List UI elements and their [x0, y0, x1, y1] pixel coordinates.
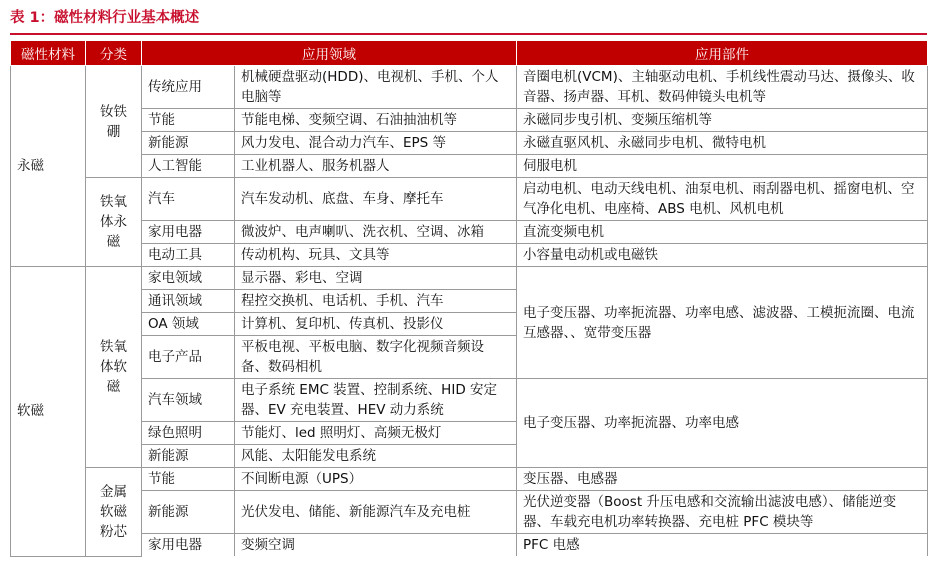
application-field: 显示器、彩电、空调: [235, 267, 517, 290]
application-field: 节能灯、led 照明灯、高频无极灯: [235, 422, 517, 445]
application-parts: 变压器、电感器: [517, 468, 928, 491]
sub-field: 家用电器: [142, 534, 235, 557]
sub-field: 人工智能: [142, 155, 235, 178]
sub-field: 新能源: [142, 491, 235, 534]
application-field: 微波炉、电声喇叭、洗衣机、空调、冰箱: [235, 221, 517, 244]
application-field: 节能电梯、变频空调、石油抽油机等: [235, 109, 517, 132]
sub-field: 绿色照明: [142, 422, 235, 445]
application-parts: 伺服电机: [517, 155, 928, 178]
category-ferrite-soft: 铁氧 体软 磁: [86, 267, 142, 468]
material-soft: 软磁: [11, 267, 86, 557]
caption-divider: [10, 33, 927, 35]
sub-field: 新能源: [142, 445, 235, 468]
application-parts: 音圈电机(VCM)、主轴驱动电机、手机线性震动马达、摄像头、收音器、扬声器、耳机、数码伸镜头电机等: [517, 66, 928, 109]
table-row: [11, 491, 928, 534]
sub-field: 新能源: [142, 132, 235, 155]
sub-field: 汽车领域: [142, 379, 235, 422]
application-field: 风力发电、混合动力汽车、EPS 等: [235, 132, 517, 155]
table-caption: 表 1：磁性材料行业基本概述: [10, 10, 200, 26]
sub-field: 电子产品: [142, 336, 235, 379]
table-row: [11, 155, 928, 178]
table-row: [11, 109, 928, 132]
header-row: [11, 41, 928, 66]
sub-field: OA 领域: [142, 313, 235, 336]
application-parts-group: 电子变压器、功率扼流器、功率电感: [517, 379, 928, 468]
application-field: 汽车发动机、底盘、车身、摩托车: [235, 178, 517, 221]
application-field: 传动机构、玩具、文具等: [235, 244, 517, 267]
application-parts: 直流变频电机: [517, 221, 928, 244]
table-row: [11, 66, 928, 109]
header-field: 应用领域: [142, 41, 517, 66]
application-parts: 永磁同步曳引机、变频压缩机等: [517, 109, 928, 132]
table-row: [11, 534, 928, 557]
table-row: [11, 267, 928, 290]
application-field: 计算机、复印机、传真机、投影仪: [235, 313, 517, 336]
application-parts: 小容量电动机或电磁铁: [517, 244, 928, 267]
application-field: 电子系统 EMC 装置、控制系统、HID 安定器、EV 充电装置、HEV 动力系统: [235, 379, 517, 422]
table-row: [11, 132, 928, 155]
category-metal-powder-core: 金属 软磁 粉芯: [86, 468, 142, 557]
header-category: 分类: [86, 41, 142, 66]
header-material: 磁性材料: [11, 41, 86, 66]
category-ndfeb: 钕铁 硼: [86, 66, 142, 178]
sub-field: 电动工具: [142, 244, 235, 267]
sub-field: 节能: [142, 109, 235, 132]
table-row: [11, 244, 928, 267]
application-parts: PFC 电感: [517, 534, 928, 557]
application-field: 程控交换机、电话机、手机、汽车: [235, 290, 517, 313]
sub-field: 通讯领域: [142, 290, 235, 313]
table-row: [11, 468, 928, 491]
magnetic-materials-table: [10, 40, 928, 557]
table-row: [11, 379, 928, 422]
header-parts: 应用部件: [517, 41, 928, 66]
category-ferrite-permanent: 铁氧 体永 磁: [86, 178, 142, 267]
application-field: 光伏发电、储能、新能源汽车及充电桩: [235, 491, 517, 534]
application-field: 平板电视、平板电脑、数字化视频音频设备、数码相机: [235, 336, 517, 379]
application-parts: 启动电机、电动天线电机、油泵电机、雨刮器电机、摇窗电机、空气净化电机、电座椅、ABS 电机、风机电机: [517, 178, 928, 221]
application-field: 工业机器人、服务机器人: [235, 155, 517, 178]
table-row: [11, 221, 928, 244]
application-field: 不间断电源（UPS）: [235, 468, 517, 491]
sub-field: 汽车: [142, 178, 235, 221]
application-field: 变频空调: [235, 534, 517, 557]
sub-field: 家电领域: [142, 267, 235, 290]
application-field: 风能、太阳能发电系统: [235, 445, 517, 468]
application-parts-group: 电子变压器、功率扼流器、功率电感、滤波器、工模扼流圈、电流互感器、、宽带变压器: [517, 267, 928, 379]
sub-field: 家用电器: [142, 221, 235, 244]
application-field: 机械硬盘驱动(HDD)、电视机、手机、个人电脑等: [235, 66, 517, 109]
application-parts: 光伏逆变器（Boost 升压电感和交流输出滤波电感）、储能逆变器、车载充电机功率转换器、充电桩 PFC 模块等: [517, 491, 928, 534]
table-row: [11, 178, 928, 221]
sub-field: 节能: [142, 468, 235, 491]
material-permanent: 永磁: [11, 66, 86, 267]
application-parts: 永磁直驱风机、永磁同步电机、微特电机: [517, 132, 928, 155]
sub-field: 传统应用: [142, 66, 235, 109]
